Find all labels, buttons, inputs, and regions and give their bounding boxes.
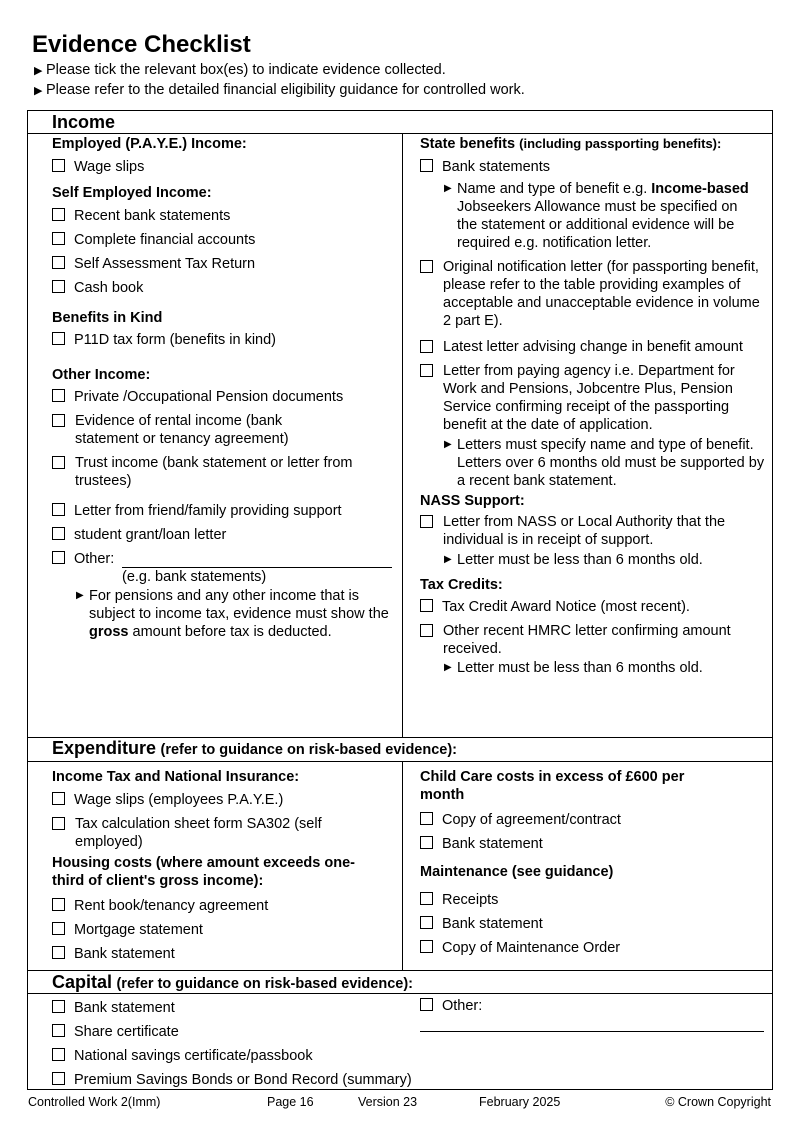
checkbox-item[interactable]: Share certificate — [52, 1023, 472, 1041]
checkbox[interactable] — [52, 922, 65, 935]
housing-heading: Housing costs (where amount exceeds one-third of client's gross income): — [52, 855, 355, 889]
pension-note: ▶ For pensions and any other income that is subject to income tax, evidence must show the gross amount before tax is deducted. — [76, 588, 389, 640]
other-income-field[interactable]: Other: — [52, 550, 397, 568]
checkbox-item[interactable]: P11D tax form (benefits in kind) — [52, 331, 397, 349]
checkbox-item[interactable]: Bank statement — [420, 915, 765, 933]
checkbox-item[interactable]: Mortgage statement — [52, 921, 397, 939]
checkbox-item[interactable]: Premium Savings Bonds or Bond Record (summary) — [52, 1071, 472, 1089]
checkbox-item[interactable]: Latest letter advising change in benefit amount — [420, 338, 753, 356]
bullet-triangle-icon: ▶ — [444, 662, 452, 673]
checkbox[interactable] — [420, 998, 433, 1011]
capital-right-column — [420, 997, 765, 1032]
letters-note: ▶ Letters must specify name and type of benefit. Letters over 6 months old must be supported by a recent bank statement. — [444, 437, 765, 489]
checkbox-item[interactable]: Recent bank statements — [52, 207, 397, 225]
divider — [27, 761, 773, 762]
checkbox-item[interactable]: Rent book/tenancy agreement — [52, 897, 397, 915]
tax-ni-heading: Income Tax and National Insurance: — [52, 769, 300, 785]
checkbox-item[interactable]: Letter from paying agency i.e. Department for Work and Pensions, Jobcentre Plus, Pension Service confirming receipt of the passporting benefit at the date of application. — [420, 362, 763, 434]
other-income-heading: Other Income: — [52, 367, 151, 383]
checkbox[interactable] — [52, 456, 65, 469]
checkbox[interactable] — [420, 836, 433, 849]
checkbox-item[interactable]: Letter from NASS or Local Authority that the individual is in receipt of support. — [420, 513, 763, 549]
income-right-column — [420, 135, 765, 677]
checkbox[interactable] — [52, 551, 65, 564]
divider — [27, 133, 773, 134]
checkbox[interactable] — [52, 946, 65, 959]
checkbox-item[interactable]: Wage slips — [52, 158, 397, 176]
checkbox-item[interactable]: student grant/loan letter — [52, 526, 397, 544]
capital-left-column — [52, 999, 472, 1089]
checkbox[interactable] — [52, 503, 65, 516]
intro-line: ▶ Please refer to the detailed financial eligibility guidance for controlled work. — [34, 82, 525, 98]
checkbox-item[interactable]: Complete financial accounts — [52, 231, 397, 249]
checkbox[interactable] — [420, 599, 433, 612]
checkbox[interactable] — [52, 389, 65, 402]
checkbox-item[interactable]: Cash book — [52, 279, 397, 297]
tax-note: ▶ Letter must be less than 6 months old. — [444, 660, 703, 676]
expenditure-section-header: Expenditure (refer to guidance on risk-based evidence): — [52, 738, 458, 758]
divider — [27, 993, 773, 994]
benefits-in-kind-heading: Benefits in Kind — [52, 310, 163, 326]
checkbox-item[interactable]: Copy of agreement/contract — [420, 811, 765, 829]
bullet-triangle-icon: ▶ — [444, 183, 452, 194]
checkbox-item[interactable]: Letter from friend/family providing support — [52, 502, 397, 520]
checkbox-item[interactable]: Private /Occupational Pension documents — [52, 388, 397, 406]
checkbox[interactable] — [420, 624, 433, 637]
checkbox[interactable] — [420, 340, 433, 353]
bullet-triangle-icon: ▶ — [444, 554, 452, 565]
checkbox-item[interactable]: Wage slips (employees P.A.Y.E.) — [52, 791, 397, 809]
checkbox[interactable] — [52, 232, 65, 245]
checkbox[interactable] — [52, 1000, 65, 1013]
nass-note: ▶ Letter must be less than 6 months old. — [444, 552, 703, 568]
income-left-column — [52, 135, 397, 641]
checkbox-item[interactable]: Original notification letter (for passporting benefit, please refer to the table providing examples of acceptable and unacceptable evidence in volume 2 part E). — [420, 258, 763, 330]
bullet-triangle-icon: ▶ — [76, 590, 84, 601]
checkbox-item[interactable]: Copy of Maintenance Order — [420, 939, 765, 957]
expenditure-left-column — [52, 768, 397, 963]
checkbox[interactable] — [52, 414, 65, 427]
checkbox[interactable] — [420, 159, 433, 172]
checkbox[interactable] — [52, 527, 65, 540]
checkbox-item[interactable]: Other recent HMRC letter confirming amount received. — [420, 622, 743, 658]
checkbox[interactable] — [420, 515, 433, 528]
footer-form-id: Controlled Work 2(Imm) — [28, 1095, 161, 1109]
other-example: (e.g. bank statements) — [122, 569, 267, 585]
checkbox[interactable] — [420, 940, 433, 953]
checkbox-item[interactable]: Self Assessment Tax Return — [52, 255, 397, 273]
checkbox-item[interactable]: Evidence of rental income (bank statement or tenancy agreement) — [52, 412, 335, 448]
checkbox[interactable] — [420, 260, 433, 273]
footer-date: February 2025 — [479, 1095, 561, 1109]
divider — [27, 970, 773, 971]
checkbox[interactable] — [420, 892, 433, 905]
checkbox[interactable] — [52, 208, 65, 221]
tax-credits-heading: Tax Credits: — [420, 577, 503, 593]
income-section-header: Income — [52, 112, 116, 132]
capital-other-field[interactable]: Other: — [420, 997, 765, 1015]
capital-section-header: Capital (refer to guidance on risk-based evidence): — [52, 972, 413, 992]
checkbox-item[interactable]: Bank statement — [420, 835, 765, 853]
checkbox[interactable] — [52, 332, 65, 345]
column-divider — [402, 133, 403, 737]
checkbox[interactable] — [52, 1048, 65, 1061]
checkbox-item[interactable]: Trust income (bank statement or letter from trustees) — [52, 454, 365, 490]
checkbox-item[interactable]: Receipts — [420, 891, 765, 909]
checkbox[interactable] — [52, 898, 65, 911]
checkbox[interactable] — [420, 916, 433, 929]
column-divider — [402, 761, 403, 970]
intro-line: ▶ Please tick the relevant box(es) to indicate evidence collected. — [34, 62, 446, 78]
checkbox-item[interactable]: Bank statement — [52, 945, 397, 963]
employed-heading: Employed (P.A.Y.E.) Income: — [52, 136, 247, 152]
checkbox[interactable] — [420, 812, 433, 825]
nass-heading: NASS Support: — [420, 493, 525, 509]
page-title: Evidence Checklist — [32, 31, 251, 58]
bullet-triangle-icon: ▶ — [444, 439, 452, 450]
checkbox[interactable] — [52, 817, 65, 830]
checkbox[interactable] — [52, 1072, 65, 1085]
checkbox-item[interactable]: National savings certificate/passbook — [52, 1047, 472, 1065]
footer-copyright: © Crown Copyright — [665, 1095, 771, 1109]
checkbox-item[interactable]: Tax Credit Award Notice (most recent). — [420, 598, 765, 616]
checkbox-item[interactable]: Bank statement — [52, 999, 472, 1017]
checkbox[interactable] — [52, 792, 65, 805]
checkbox[interactable] — [420, 364, 433, 377]
checkbox-item[interactable]: Tax calculation sheet form SA302 (self employed) — [52, 815, 375, 851]
self-employed-heading: Self Employed Income: — [52, 185, 212, 201]
checkbox[interactable] — [52, 159, 65, 172]
checkbox[interactable] — [52, 280, 65, 293]
footer-page: Page 16 — [267, 1095, 314, 1109]
bullet-triangle-icon: ▶ — [34, 65, 43, 77]
checkbox[interactable] — [52, 256, 65, 269]
capital-other-line[interactable] — [420, 1031, 764, 1032]
expenditure-right-column — [420, 768, 765, 957]
childcare-heading: Child Care costs in excess of £600 per month — [420, 769, 685, 803]
checkbox[interactable] — [52, 1024, 65, 1037]
bullet-triangle-icon: ▶ — [34, 85, 43, 97]
checkbox-item[interactable]: Bank statements — [420, 158, 765, 176]
footer-version: Version 23 — [358, 1095, 418, 1109]
maintenance-heading: Maintenance (see guidance) — [420, 864, 614, 880]
other-income-line[interactable] — [122, 567, 392, 568]
state-benefits-heading: State benefits (including passporting benefits): — [420, 136, 722, 152]
benefit-note: ▶ Name and type of benefit e.g. Income-based Jobseekers Allowance must be specified on the statement or additional evidence will be required e.g. notification letter. — [444, 181, 749, 251]
